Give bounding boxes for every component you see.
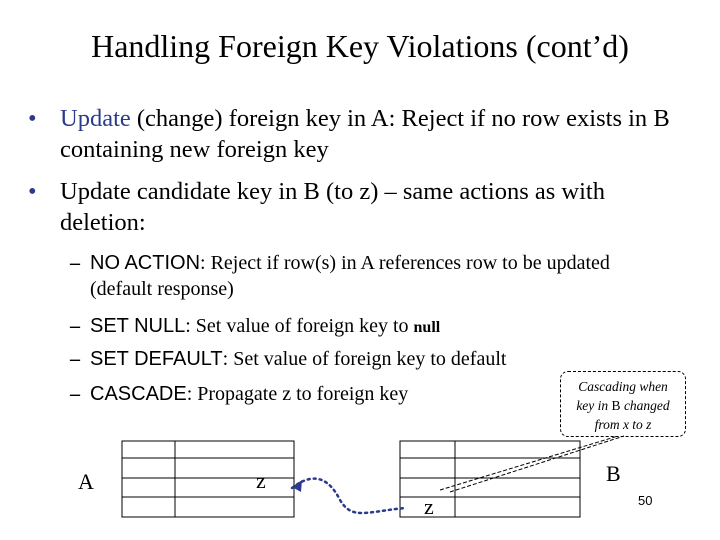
term-set-null: SET NULL (90, 315, 186, 337)
bullet-marker: • (28, 178, 37, 205)
table-b-value: z (424, 494, 434, 519)
keyword-update: Update (60, 105, 131, 132)
slide-title: Handling Foreign Key Violations (cont’d) (91, 28, 629, 64)
table-b-label: B (606, 461, 621, 486)
reference-arrow (292, 479, 405, 513)
page-number: 50 (638, 493, 653, 508)
table-a-grid (122, 441, 294, 517)
table-a-value: z (256, 468, 266, 493)
callout-line-3: from x to z (594, 417, 652, 432)
null-keyword: null (413, 319, 441, 336)
table-a-label: A (78, 469, 94, 494)
term-no-action: NO ACTION (90, 252, 201, 274)
bullet-text: Update candidate key in B (to z) – same actions as with deletion: (60, 178, 605, 236)
bullet-text: Update (change) foreign key in A: Reject if no row exists in B containing new foreign key (60, 105, 670, 163)
term-cascade: CASCADE (90, 383, 187, 405)
bullet-marker: • (28, 105, 37, 132)
callout-line-2: key in B changed (576, 398, 670, 413)
callout-pointer (440, 436, 618, 490)
callout-line-1: Cascading when (578, 379, 668, 394)
term-set-default: SET DEFAULT (90, 348, 223, 370)
